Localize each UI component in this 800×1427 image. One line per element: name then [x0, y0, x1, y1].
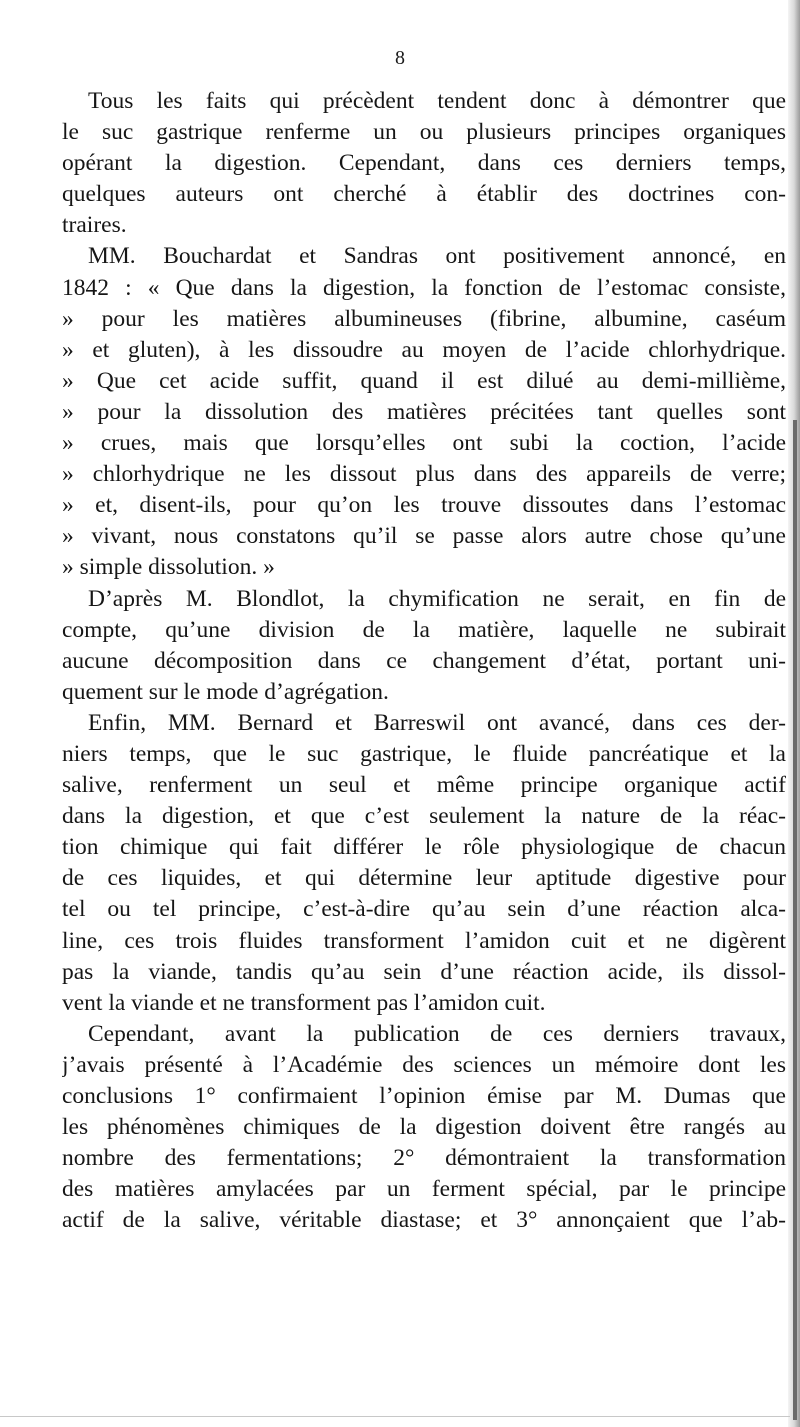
- text-line: Cependant, avant la publication de ces derniers travaux,: [88, 1020, 786, 1047]
- text-line: pas la viande, tandis qu’au sein d’une réaction acide, ils dissol-: [62, 958, 786, 985]
- text-line: les phénomènes chimiques de la digestion doivent être rangés au: [62, 1114, 786, 1141]
- text-line: dans la digestion, et que c’est seulement la nature de la réac-: [62, 803, 786, 830]
- page-number: 8: [395, 47, 405, 69]
- binding-edge: [793, 420, 797, 1420]
- text-line: Tous les faits qui précèdent tendent donc à démontrer que: [88, 88, 786, 114]
- text-line: de ces liquides, et qui détermine leur aptitude digestive pour: [62, 865, 786, 892]
- text-line: aucune décomposition dans ce changement d’état, portant uni-: [62, 647, 786, 674]
- text-line: » vivant, nous constatons qu’il se passe alors autre chose qu’une: [62, 523, 786, 550]
- text-line: salive, renferment un seul et même principe organique actif: [62, 772, 786, 799]
- text-line: » et, disent-ils, pour qu’on les trouve dissoutes dans l’estomac: [62, 492, 786, 519]
- text-line: le suc gastrique renferme un ou plusieurs principes organiques: [62, 119, 786, 146]
- text-line: vent la viande et ne transforment pas l’amidon cuit.: [62, 989, 546, 1016]
- text-line: » chlorhydrique ne les dissout plus dans des appareils de verre;: [62, 461, 786, 488]
- text-line: Enfin, MM. Bernard et Barreswil ont avancé, dans ces der-: [88, 709, 786, 736]
- text-line: quelques auteurs ont cherché à établir des doctrines con-: [62, 181, 786, 208]
- text-line: niers temps, que le suc gastrique, le fluide pancréatique et la: [62, 740, 786, 767]
- body-text: [62, 86, 786, 1236]
- text-line: conclusions 1° confirmaient l’opinion émise par M. Dumas que: [62, 1083, 786, 1109]
- text-line: opérant la digestion. Cependant, dans ces derniers temps,: [62, 150, 786, 177]
- text-line: MM. Bouchardat et Sandras ont positivement annoncé, en: [88, 243, 786, 270]
- text-line: tel ou tel principe, c’est-à-dire qu’au sein d’une réaction alca-: [62, 896, 786, 923]
- text-line: D’après M. Blondlot, la chymification ne serait, en fin de: [88, 585, 786, 612]
- text-line: compte, qu’une division de la matière, laquelle ne subirait: [62, 616, 786, 643]
- text-line: line, ces trois fluides transforment l’amidon cuit et ne digèrent: [62, 927, 786, 954]
- text-line: nombre des fermentations; 2° démontraient la transformation: [62, 1145, 786, 1172]
- text-line: tion chimique qui fait différer le rôle physiologique de chacun: [62, 834, 786, 861]
- text-line: j’avais présenté à l’Académie des sciences un mémoire dont les: [62, 1051, 786, 1078]
- text-line: quement sur le mode d’agrégation.: [62, 678, 389, 705]
- bottom-edge: [0, 1416, 790, 1417]
- text-line: traires.: [62, 212, 127, 239]
- text-line: » Que cet acide suffit, quand il est dilué au demi-millième,: [62, 367, 786, 394]
- text-line: » pour la dissolution des matières précitées tant quelles sont: [62, 398, 786, 425]
- text-line: actif de la salive, véritable diastase; et 3° annonçaient que l’ab-: [62, 1207, 786, 1234]
- text-line: » crues, mais que lorsqu’elles ont subi la coction, l’acide: [62, 430, 786, 457]
- text-line: » simple dissolution. »: [62, 554, 275, 581]
- text-line: des matières amylacées par un ferment spécial, par le principe: [62, 1176, 786, 1203]
- text-line: » pour les matières albumineuses (fibrine, albumine, caséum: [62, 305, 786, 332]
- text-line: » et gluten), à les dissoudre au moyen de l’acide chlorhydrique.: [62, 336, 786, 363]
- text-line: 1842 : « Que dans la digestion, la fonction de l’estomac consiste,: [62, 274, 786, 301]
